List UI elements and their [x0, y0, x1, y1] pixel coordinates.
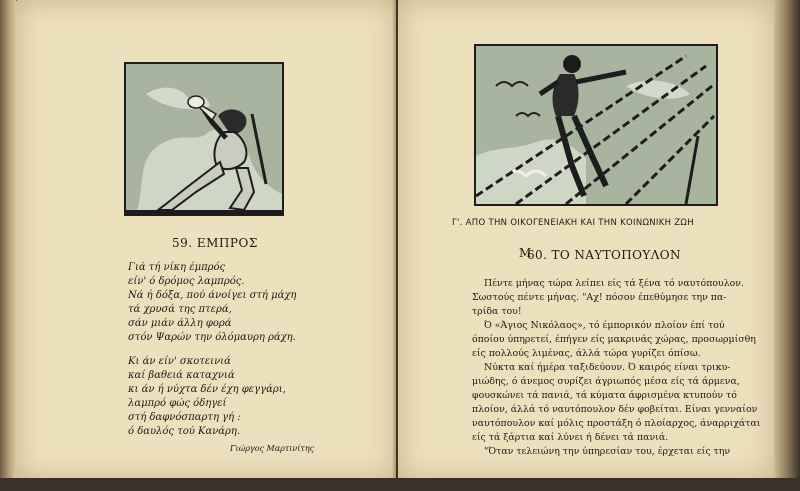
chapter-handwritten-mark: Μ [519, 246, 532, 260]
poem-line: κι άν ή νύχτα δέν έχη φεγγάρι, [128, 384, 286, 395]
poem-line: Νά ή δόξα, πού άνοίγει στή μάχη [128, 290, 297, 301]
body-line: Νύκτα καί ήμέρα ταξιδεύουν. Ό καιρός είναι τρικυ- [484, 362, 731, 373]
poem-line: στή δαφνόσπαρτη γή : [128, 412, 241, 423]
poem-line: είν' ό δρόμος λαμπρός. [128, 276, 245, 287]
body-line: είς πολλούς λιμένας, άλλά τώρα γυρίζει όπίσω. [472, 348, 701, 359]
poem-line: Κι άν είν' σκοτεινιά [128, 356, 231, 367]
body-line: "Όταν τελειώνη την ύπηρεσίαν του, έρχεται είς την [484, 446, 731, 457]
book-bottom-edge [0, 478, 800, 491]
body-line: Σωστούς πέντε μήνας. "Αχ! πόσον έπεθύμησε την πα- [472, 292, 727, 303]
body-line: πλοίον, άλλά τό ναυτόπουλον δέν φοβείται. Είναι γενναίον [472, 404, 758, 415]
poem-author-signature: Γιώργος Μαρτινίτης [230, 444, 315, 453]
poem-line: Γιά τή νίκη έμπρός [128, 262, 226, 273]
body-line: ναυτόπουλον καί μόλις προστάξη ό πλοίαρχος, άναρριχάται [472, 418, 761, 429]
chapter-title: 60. ΤΟ ΝΑΥΤΟΠΟΥΛΟΝ [527, 248, 681, 262]
body-line: Πέντε μήνας τώρα λείπει είς τά ξένα τό ναυτόπουλον. [484, 278, 744, 289]
poem-line: τά χρυσά της πτερά, [128, 304, 232, 315]
left-page-edges [0, 0, 16, 491]
right-page-edges [774, 0, 800, 491]
poem-title: 59. ΕΜΠΡΟΣ [172, 236, 258, 250]
sailor-on-rigging-icon [474, 44, 718, 206]
soldier-with-bugle-icon [124, 62, 284, 216]
poem-line: καί βαθειά καταχνιά [128, 370, 235, 381]
poem-line: στόν Ψαρών την όλόμαυρη ράχη. [128, 332, 296, 343]
poem-line: λαμπρό φώς όδηγεί [128, 398, 227, 409]
body-line: όποίου ύπηρετεί, έπήγεν είς μακρινάς χώρας, προσωρμίσθη [472, 334, 756, 345]
poem-line: σάν μιάν άλλη φορά [128, 318, 232, 329]
body-line: τρίδα του! [472, 306, 522, 317]
poem-line: ό δαυλός τού Κανάρη. [128, 426, 241, 437]
body-line: Ό «Άγιος Νικόλαος», τό έμπορικόν πλοίον έπί τού [484, 320, 725, 331]
section-heading: Γ'. ΑΠΟ ΤΗΝ ΟΙΚΟΓΕΝΕΙΑΚΗ ΚΑΙ ΤΗΝ ΚΟΙΝΩΝΙΚΗ ΖΩΗ [452, 218, 694, 228]
body-line: μιώδης, ό άνεμος συρίζει άγριωπός μέσα είς τά άρμενα, [472, 376, 740, 387]
body-line: φουσκώνει τά πανιά, τά κύματα άφρισμένα κτυπούν τό [472, 390, 737, 401]
body-line: είς τά ξάρτια καί λύνει ή δένει τά πανιά. [472, 432, 669, 443]
